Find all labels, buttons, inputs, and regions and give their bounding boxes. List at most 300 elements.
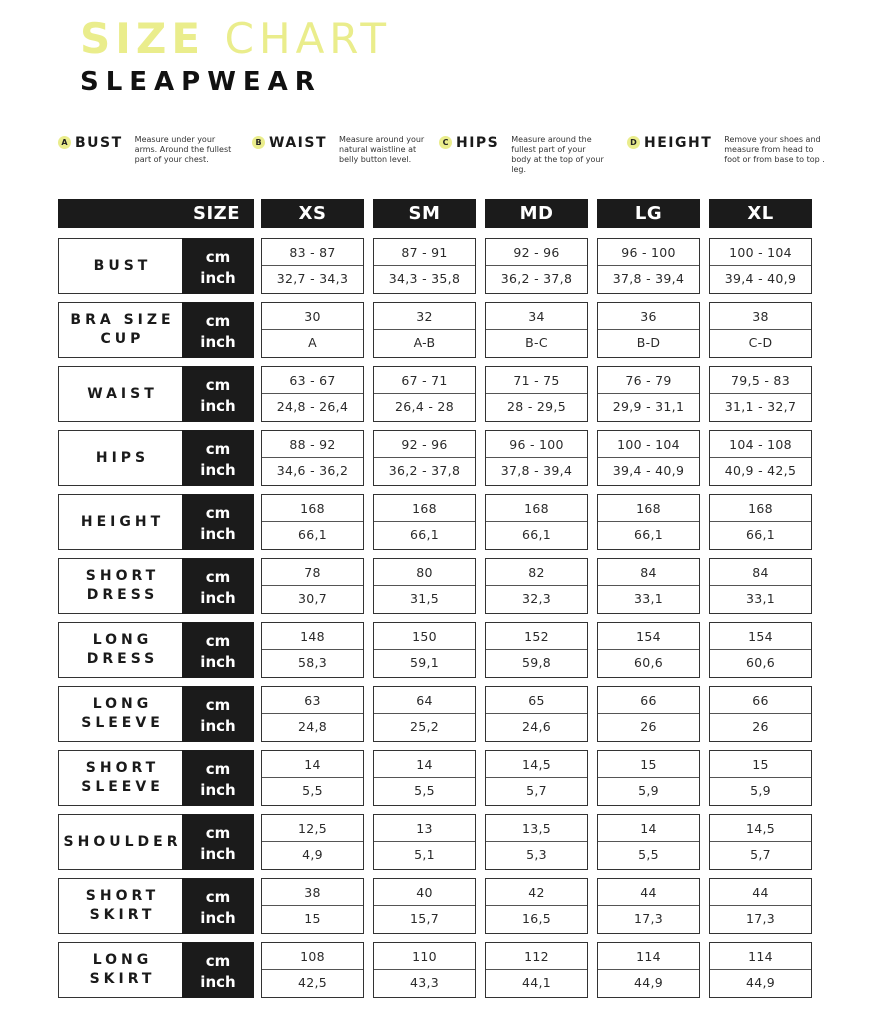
cell-divider [262, 585, 363, 586]
unit-box [182, 238, 254, 294]
cell-divider [710, 905, 811, 906]
cell-divider [710, 841, 811, 842]
cell-divider [374, 393, 475, 394]
cell-value-inch: 5,5 [638, 847, 659, 862]
table-row [0, 302, 871, 358]
unit-cm-label: cm [205, 632, 231, 650]
cell-divider [598, 521, 699, 522]
cell-sm [373, 494, 476, 550]
badge-c: C [439, 136, 452, 149]
row-label: LONG DRESS [58, 622, 182, 678]
cell-value-cm: 87 - 91 [401, 245, 448, 260]
cell-xs [261, 302, 364, 358]
cell-xs [261, 814, 364, 870]
cell-divider [374, 521, 475, 522]
cell-value-inch: 15 [304, 911, 321, 926]
cell-divider [486, 713, 587, 714]
cell-divider [710, 393, 811, 394]
unit-box [182, 750, 254, 806]
cell-value-cm: 13 [416, 821, 433, 836]
cell-divider [710, 969, 811, 970]
row-label: SHORT SKIRT [58, 878, 182, 934]
badge-b: B [252, 136, 265, 149]
unit-inch-label: inch [200, 269, 236, 287]
cell-value-cm: 114 [636, 949, 661, 964]
cell-value-inch: 24,8 [297, 719, 328, 734]
cell-divider [262, 969, 363, 970]
cell-value-cm: 36 [640, 309, 657, 324]
cell-value-inch: 43,3 [409, 975, 440, 990]
unit-cm-label: cm [205, 312, 231, 330]
cell-value-cm: 168 [300, 501, 325, 516]
badge-d: D [627, 136, 640, 149]
cell-xl [709, 878, 812, 934]
header-size: SIZE [58, 199, 254, 228]
cell-value-cm: 88 - 92 [289, 437, 336, 452]
cell-divider [486, 585, 587, 586]
cell-lg [597, 558, 700, 614]
cell-value-inch: 40,9 - 42,5 [724, 463, 797, 478]
cell-value-cm: 14 [304, 757, 321, 772]
cell-value-cm: 84 [640, 565, 657, 580]
row-label: BRA SIZE CUP [58, 302, 182, 358]
cell-xs [261, 686, 364, 742]
cell-xl [709, 494, 812, 550]
unit-inch-label: inch [200, 397, 236, 415]
header-xl: XL [709, 199, 812, 228]
table-row [0, 622, 871, 678]
row-label: LONG SLEEVE [58, 686, 182, 742]
cell-value-inch: 37,8 - 39,4 [500, 463, 573, 478]
legend-waist [252, 134, 425, 165]
cell-md [485, 686, 588, 742]
cell-divider [486, 969, 587, 970]
row-label: WAIST [58, 366, 182, 422]
cell-value-inch: 24,6 [521, 719, 552, 734]
cell-lg [597, 238, 700, 294]
cell-value-inch: 36,2 - 37,8 [388, 463, 461, 478]
cell-value-cm: 110 [412, 949, 437, 964]
cell-value-cm: 15 [640, 757, 657, 772]
cell-value-inch: 66,1 [297, 527, 328, 542]
unit-box [182, 622, 254, 678]
cell-sm [373, 686, 476, 742]
cell-xs [261, 366, 364, 422]
unit-box [182, 558, 254, 614]
cell-divider [598, 777, 699, 778]
row-label: LONG SKIRT [58, 942, 182, 998]
cell-value-cm: 114 [748, 949, 773, 964]
cell-divider [710, 329, 811, 330]
cell-lg [597, 686, 700, 742]
cell-divider [262, 393, 363, 394]
cell-value-inch: 26 [752, 719, 769, 734]
row-label: SHORT SLEEVE [58, 750, 182, 806]
header-xs: XS [261, 199, 364, 228]
cell-xl [709, 430, 812, 486]
cell-value-inch: 17,3 [745, 911, 776, 926]
cell-value-inch: 66,1 [633, 527, 664, 542]
cell-value-inch: 34,6 - 36,2 [276, 463, 349, 478]
row-label: HIPS [58, 430, 182, 486]
cell-value-inch: 42,5 [297, 975, 328, 990]
cell-value-inch: 29,9 - 31,1 [612, 399, 685, 414]
cell-value-inch: 32,3 [521, 591, 552, 606]
cell-divider [374, 265, 475, 266]
unit-inch-label: inch [200, 461, 236, 479]
legend-label-height: HEIGHT [644, 135, 713, 151]
table-row [0, 814, 871, 870]
cell-value-inch: 44,9 [745, 975, 776, 990]
cell-lg [597, 494, 700, 550]
cell-value-cm: 80 [416, 565, 433, 580]
cell-divider [262, 521, 363, 522]
cell-divider [598, 969, 699, 970]
cell-xl [709, 750, 812, 806]
cell-divider [710, 521, 811, 522]
cell-value-inch: 59,8 [521, 655, 552, 670]
header-lg: LG [597, 199, 700, 228]
cell-value-cm: 38 [304, 885, 321, 900]
unit-cm-label: cm [205, 504, 231, 522]
table-row [0, 750, 871, 806]
cell-value-cm: 96 - 100 [621, 245, 676, 260]
legend-desc-hips: Measure around the fullest part of your body at the top of your leg. [511, 135, 604, 174]
cell-value-cm: 66 [640, 693, 657, 708]
cell-xs [261, 558, 364, 614]
cell-divider [486, 777, 587, 778]
cell-value-cm: 100 - 104 [729, 245, 792, 260]
unit-cm-label: cm [205, 568, 231, 586]
cell-value-cm: 64 [416, 693, 433, 708]
unit-inch-label: inch [200, 589, 236, 607]
legend-desc-waist: Measure around your natural waistline at belly button level. [339, 135, 425, 164]
cell-value-inch: 58,3 [297, 655, 328, 670]
cell-lg [597, 366, 700, 422]
cell-lg [597, 878, 700, 934]
cell-value-cm: 154 [636, 629, 661, 644]
cell-value-inch: 5,3 [526, 847, 547, 862]
cell-value-cm: 14,5 [745, 821, 776, 836]
cell-value-inch: 17,3 [633, 911, 664, 926]
cell-divider [374, 969, 475, 970]
cell-divider [710, 265, 811, 266]
cell-value-cm: 154 [748, 629, 773, 644]
cell-value-inch: 30,7 [297, 591, 328, 606]
cell-value-cm: 100 - 104 [617, 437, 680, 452]
cell-value-inch: 39,4 - 40,9 [612, 463, 685, 478]
cell-value-cm: 44 [640, 885, 657, 900]
legend-hips [439, 134, 605, 175]
title-size: SIZE [80, 14, 206, 63]
cell-value-cm: 96 - 100 [509, 437, 564, 452]
cell-value-inch: 34,3 - 35,8 [388, 271, 461, 286]
cell-value-cm: 148 [300, 629, 325, 644]
unit-inch-label: inch [200, 845, 236, 863]
cell-value-inch: 66,1 [521, 527, 552, 542]
cell-divider [710, 649, 811, 650]
cell-value-inch: 36,2 - 37,8 [500, 271, 573, 286]
cell-xs [261, 942, 364, 998]
cell-md [485, 494, 588, 550]
cell-value-inch: 60,6 [633, 655, 664, 670]
unit-cm-label: cm [205, 888, 231, 906]
header-sm: SM [373, 199, 476, 228]
cell-divider [486, 649, 587, 650]
cell-value-cm: 83 - 87 [289, 245, 336, 260]
table-row [0, 558, 871, 614]
cell-md [485, 878, 588, 934]
cell-sm [373, 302, 476, 358]
cell-value-cm: 150 [412, 629, 437, 644]
cell-lg [597, 942, 700, 998]
cell-sm [373, 942, 476, 998]
unit-cm-label: cm [205, 824, 231, 842]
cell-value-inch: A-B [413, 335, 436, 350]
legend-desc-bust: Measure under your arms. Around the fullest part of your chest. [134, 135, 232, 164]
cell-value-inch: 5,9 [638, 783, 659, 798]
cell-divider [262, 265, 363, 266]
legend-bust [58, 134, 235, 165]
title-chart: CHART [224, 14, 392, 63]
cell-lg [597, 430, 700, 486]
cell-xl [709, 238, 812, 294]
cell-value-cm: 82 [528, 565, 545, 580]
cell-value-inch: 15,7 [409, 911, 440, 926]
table-row [0, 366, 871, 422]
unit-box [182, 878, 254, 934]
cell-xl [709, 814, 812, 870]
cell-value-inch: 66,1 [745, 527, 776, 542]
cell-sm [373, 814, 476, 870]
unit-cm-label: cm [205, 696, 231, 714]
cell-lg [597, 750, 700, 806]
unit-box [182, 686, 254, 742]
cell-value-inch: 44,9 [633, 975, 664, 990]
cell-divider [374, 841, 475, 842]
unit-inch-label: inch [200, 333, 236, 351]
cell-divider [262, 905, 363, 906]
unit-cm-label: cm [205, 952, 231, 970]
cell-value-cm: 13,5 [521, 821, 552, 836]
cell-lg [597, 814, 700, 870]
cell-divider [486, 265, 587, 266]
cell-divider [598, 393, 699, 394]
cell-sm [373, 622, 476, 678]
cell-value-inch: 39,4 - 40,9 [724, 271, 797, 286]
cell-value-inch: 31,1 - 32,7 [724, 399, 797, 414]
cell-divider [374, 713, 475, 714]
cell-xs [261, 878, 364, 934]
unit-inch-label: inch [200, 973, 236, 991]
page-subtitle: SLEAPWEAR [80, 67, 322, 97]
cell-value-cm: 14,5 [521, 757, 552, 772]
cell-value-cm: 112 [524, 949, 549, 964]
header-md: MD [485, 199, 588, 228]
cell-md [485, 750, 588, 806]
row-label: SHOULDER [58, 814, 182, 870]
cell-value-cm: 44 [752, 885, 769, 900]
unit-box [182, 942, 254, 998]
cell-value-cm: 67 - 71 [401, 373, 448, 388]
cell-value-cm: 34 [528, 309, 545, 324]
cell-sm [373, 750, 476, 806]
cell-divider [374, 457, 475, 458]
cell-divider [374, 905, 475, 906]
cell-xs [261, 750, 364, 806]
cell-md [485, 942, 588, 998]
cell-divider [262, 649, 363, 650]
unit-box [182, 302, 254, 358]
cell-divider [262, 777, 363, 778]
cell-value-inch: 66,1 [409, 527, 440, 542]
cell-xs [261, 494, 364, 550]
cell-value-inch: 5,7 [526, 783, 547, 798]
cell-divider [374, 329, 475, 330]
cell-divider [598, 329, 699, 330]
cell-divider [598, 649, 699, 650]
cell-divider [486, 905, 587, 906]
cell-value-cm: 63 - 67 [289, 373, 336, 388]
cell-xl [709, 686, 812, 742]
cell-value-inch: 44,1 [521, 975, 552, 990]
cell-value-cm: 30 [304, 309, 321, 324]
cell-value-cm: 32 [416, 309, 433, 324]
cell-sm [373, 878, 476, 934]
cell-value-inch: 32,7 - 34,3 [276, 271, 349, 286]
cell-xs [261, 430, 364, 486]
cell-value-inch: A [308, 335, 317, 350]
table-row [0, 238, 871, 294]
cell-xs [261, 622, 364, 678]
cell-divider [598, 585, 699, 586]
cell-xl [709, 942, 812, 998]
table-row [0, 430, 871, 486]
unit-inch-label: inch [200, 717, 236, 735]
cell-value-inch: 16,5 [521, 911, 552, 926]
cell-md [485, 366, 588, 422]
cell-value-inch: B-C [525, 335, 548, 350]
cell-value-inch: 33,1 [745, 591, 776, 606]
cell-value-inch: 26 [640, 719, 657, 734]
table-row [0, 878, 871, 934]
cell-value-cm: 79,5 - 83 [731, 373, 790, 388]
table-row [0, 686, 871, 742]
cell-value-cm: 12,5 [297, 821, 328, 836]
cell-value-cm: 168 [524, 501, 549, 516]
cell-value-cm: 92 - 96 [513, 245, 560, 260]
cell-divider [486, 841, 587, 842]
row-label: HEIGHT [58, 494, 182, 550]
cell-xl [709, 622, 812, 678]
legend-label-hips: HIPS [456, 135, 500, 151]
cell-value-cm: 40 [416, 885, 433, 900]
cell-divider [486, 457, 587, 458]
cell-value-cm: 14 [640, 821, 657, 836]
cell-value-cm: 63 [304, 693, 321, 708]
page-title [80, 14, 391, 64]
cell-value-cm: 92 - 96 [401, 437, 448, 452]
legend-desc-height: Remove your shoes and measure from head to foot or from base to top . [724, 135, 825, 164]
cell-value-inch: 60,6 [745, 655, 776, 670]
cell-value-inch: 25,2 [409, 719, 440, 734]
cell-xl [709, 302, 812, 358]
cell-value-inch: 28 - 29,5 [507, 399, 566, 414]
cell-value-inch: 4,9 [302, 847, 323, 862]
row-label: SHORT DRESS [58, 558, 182, 614]
cell-value-inch: 5,1 [414, 847, 435, 862]
cell-value-cm: 38 [752, 309, 769, 324]
cell-divider [262, 457, 363, 458]
badge-a: A [58, 136, 71, 149]
cell-divider [598, 841, 699, 842]
cell-divider [598, 265, 699, 266]
cell-value-cm: 78 [304, 565, 321, 580]
cell-sm [373, 366, 476, 422]
unit-inch-label: inch [200, 909, 236, 927]
unit-box [182, 430, 254, 486]
cell-value-inch: 24,8 - 26,4 [276, 399, 349, 414]
cell-divider [598, 905, 699, 906]
cell-value-inch: 5,5 [302, 783, 323, 798]
cell-divider [486, 329, 587, 330]
cell-value-cm: 71 - 75 [513, 373, 560, 388]
cell-divider [374, 585, 475, 586]
cell-divider [374, 777, 475, 778]
cell-divider [710, 457, 811, 458]
unit-inch-label: inch [200, 525, 236, 543]
cell-divider [710, 777, 811, 778]
cell-value-cm: 42 [528, 885, 545, 900]
unit-box [182, 814, 254, 870]
unit-inch-label: inch [200, 781, 236, 799]
unit-box [182, 494, 254, 550]
unit-inch-label: inch [200, 653, 236, 671]
cell-value-inch: 33,1 [633, 591, 664, 606]
cell-value-cm: 76 - 79 [625, 373, 672, 388]
cell-value-cm: 152 [524, 629, 549, 644]
cell-md [485, 430, 588, 486]
cell-value-cm: 65 [528, 693, 545, 708]
cell-md [485, 302, 588, 358]
cell-value-inch: 31,5 [409, 591, 440, 606]
cell-value-inch: B-D [636, 335, 661, 350]
cell-md [485, 622, 588, 678]
legend-height [627, 134, 828, 165]
cell-divider [710, 585, 811, 586]
cell-divider [486, 393, 587, 394]
cell-lg [597, 302, 700, 358]
unit-cm-label: cm [205, 376, 231, 394]
legend-label-waist: WAIST [269, 135, 327, 151]
cell-xs [261, 238, 364, 294]
cell-value-cm: 15 [752, 757, 769, 772]
cell-value-inch: 26,4 - 28 [395, 399, 454, 414]
cell-value-cm: 104 - 108 [729, 437, 792, 452]
cell-value-inch: 5,7 [750, 847, 771, 862]
cell-value-cm: 66 [752, 693, 769, 708]
legend-label-bust: BUST [75, 135, 123, 151]
cell-md [485, 558, 588, 614]
cell-divider [262, 841, 363, 842]
cell-value-cm: 168 [412, 501, 437, 516]
cell-value-cm: 14 [416, 757, 433, 772]
cell-sm [373, 238, 476, 294]
cell-value-inch: C-D [748, 335, 773, 350]
cell-divider [710, 713, 811, 714]
cell-value-cm: 84 [752, 565, 769, 580]
unit-cm-label: cm [205, 760, 231, 778]
